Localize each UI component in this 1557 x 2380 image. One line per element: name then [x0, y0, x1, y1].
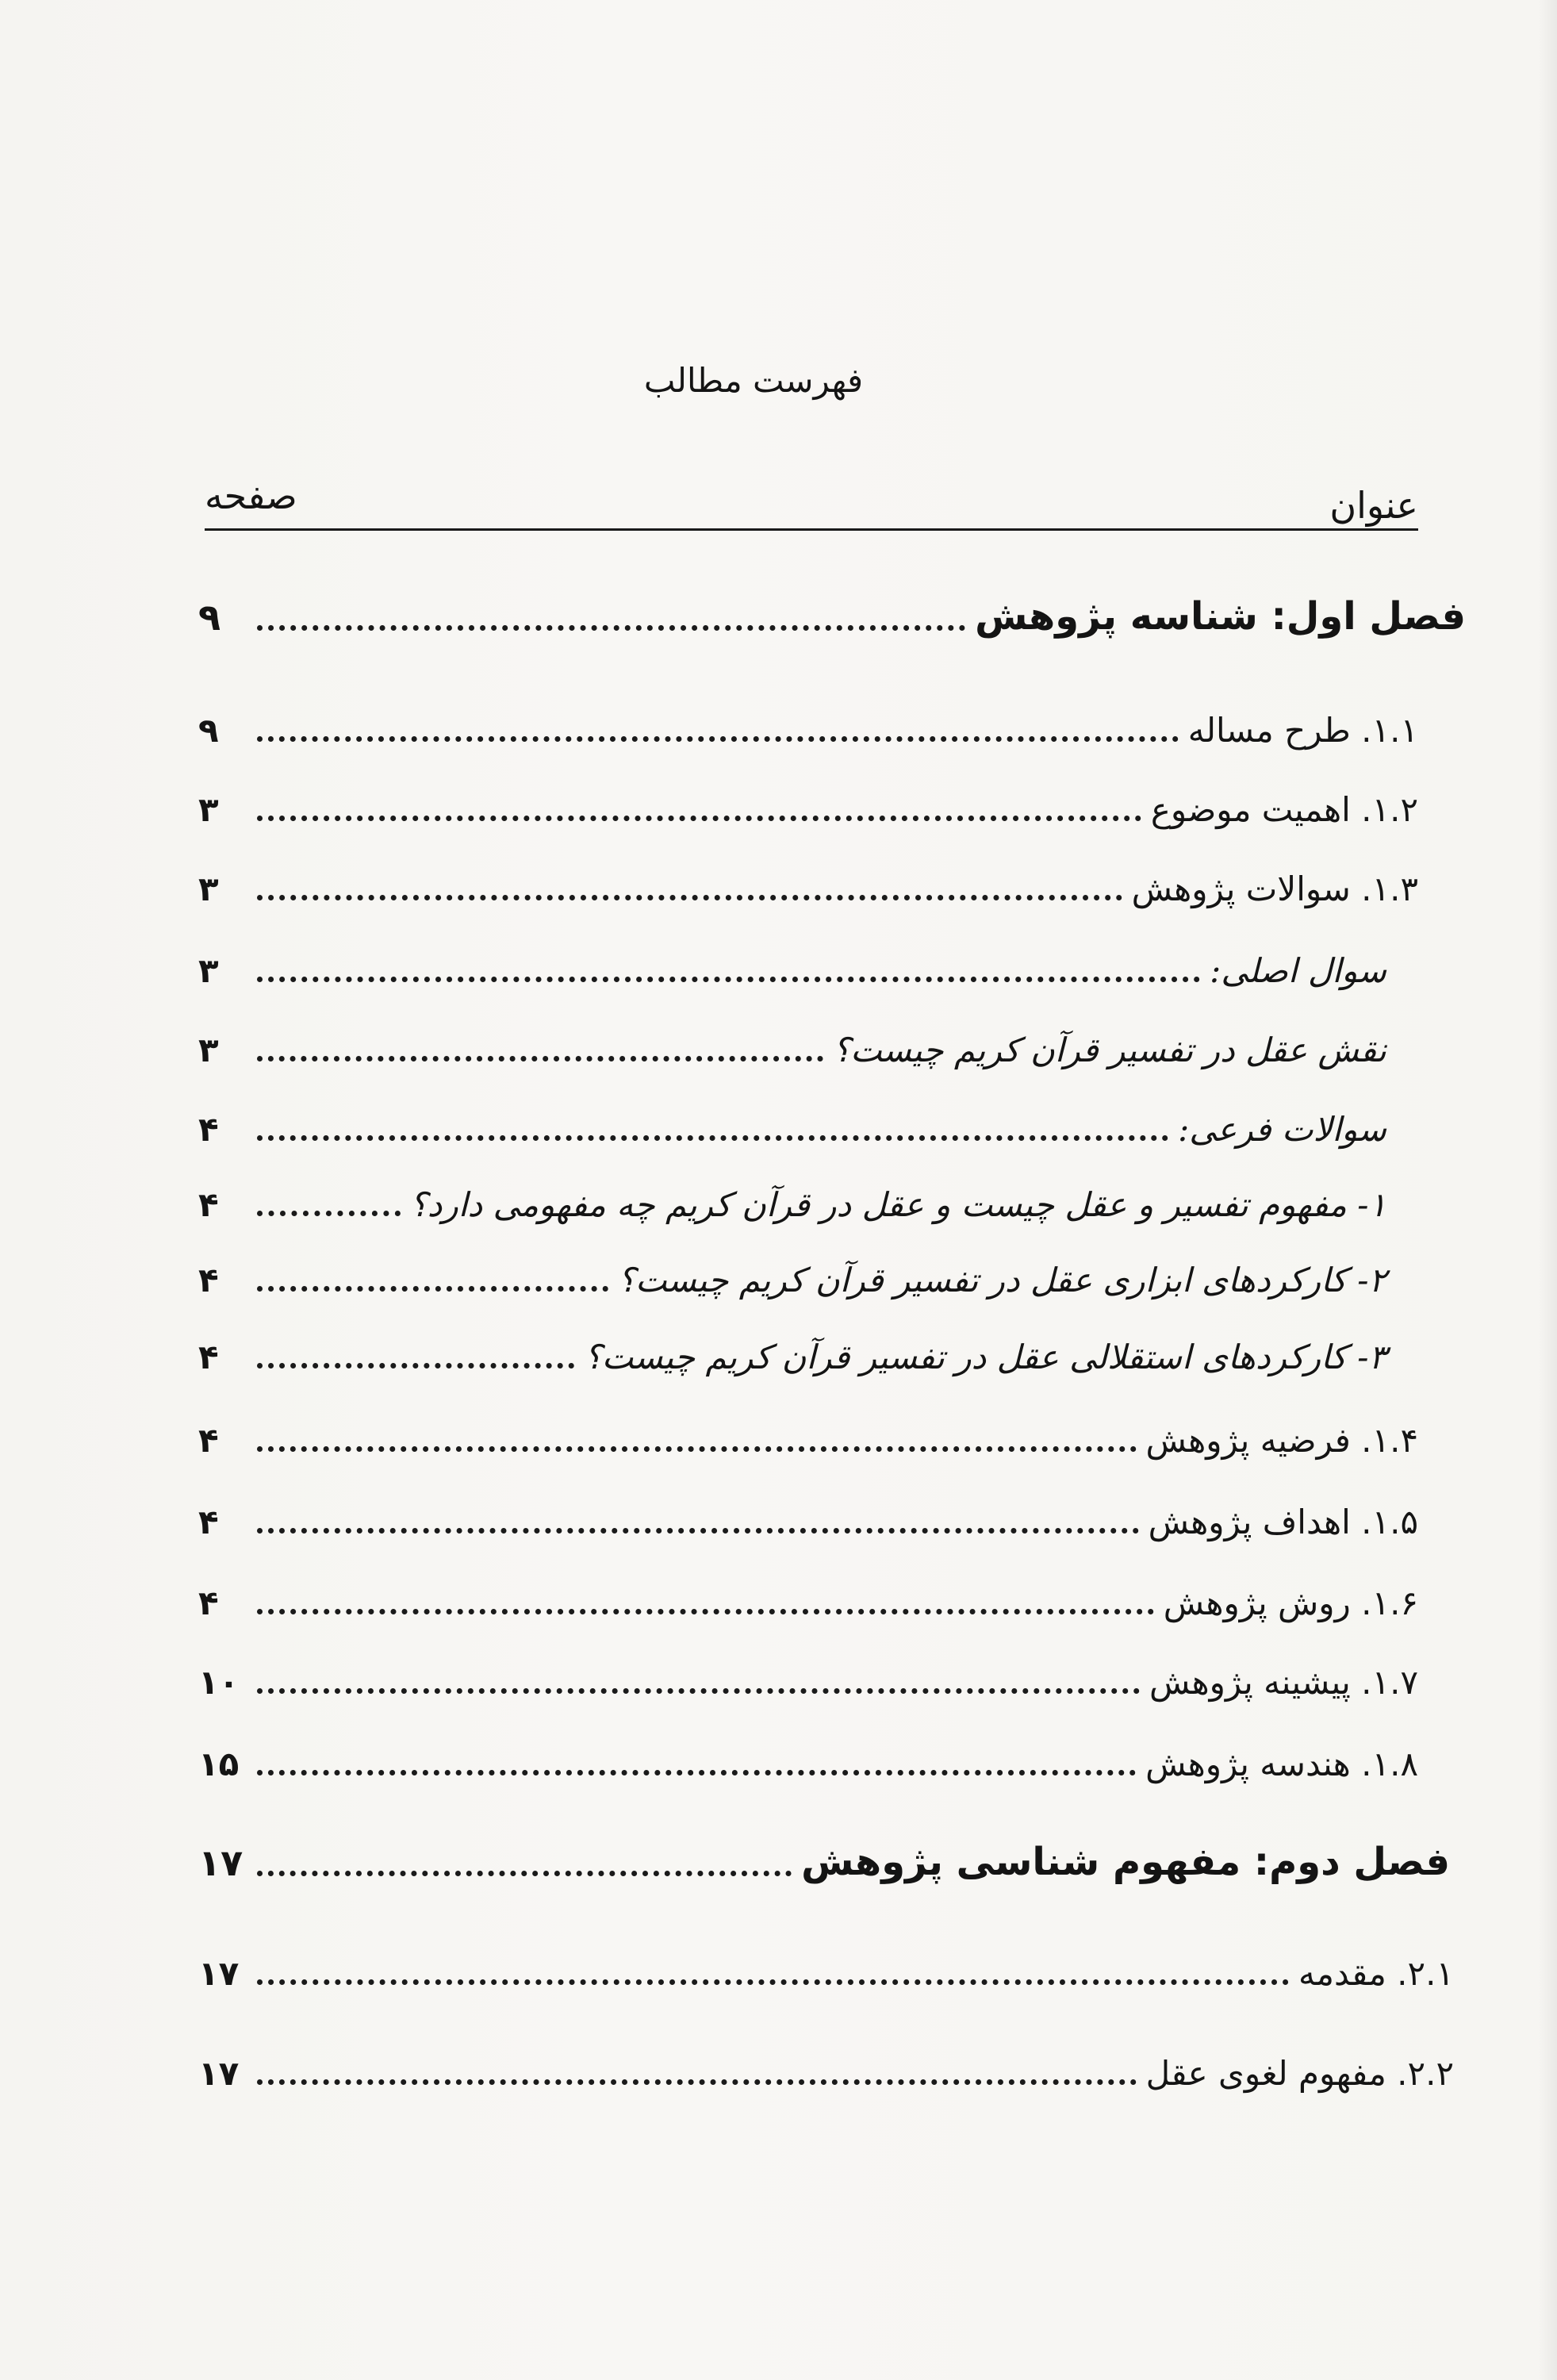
- dot-leader: [257, 895, 1122, 900]
- toc-entry-label: سوال اصلی:: [1210, 951, 1386, 990]
- toc-entry-label: ۳- کارکردهای استقلالی عقل در تفسیر قرآن کریم چیست؟: [584, 1338, 1386, 1376]
- toc-entry-page: ۴: [198, 1583, 219, 1622]
- toc-entry-page: ۳: [198, 790, 219, 829]
- toc-entry-page: ۱۵: [198, 1745, 240, 1783]
- toc-entry-label: ۱.۱. طرح مساله: [1187, 711, 1418, 750]
- toc-entry[interactable]: [198, 1093, 1386, 1149]
- toc-entry-page: ۹: [198, 596, 221, 639]
- dot-leader: [257, 1688, 1140, 1694]
- toc-entry[interactable]: [198, 774, 1418, 829]
- toc-entry-page: ۳: [198, 869, 219, 908]
- dot-leader: [257, 1286, 608, 1292]
- toc-entry-page: ۴: [198, 1421, 219, 1460]
- toc-entry-label: ۱.۳. سوالات پژوهش: [1131, 869, 1418, 908]
- toc-entry-label: فصل اول: شناسه پژوهش: [975, 594, 1466, 639]
- dot-leader: [257, 1363, 574, 1368]
- dot-leader: [257, 2079, 1137, 2085]
- toc-entry[interactable]: [198, 1169, 1386, 1224]
- dot-leader: [257, 1609, 1154, 1614]
- toc-entry-label: ۱.۶. روش پژوهش: [1163, 1583, 1418, 1622]
- toc-entry-label: ۱.۸. هندسه پژوهش: [1145, 1745, 1418, 1783]
- toc-entry[interactable]: [198, 935, 1386, 990]
- toc-entry-page: ۳: [198, 1031, 219, 1069]
- dot-leader: [257, 1979, 1289, 1985]
- dot-leader: [257, 1135, 1168, 1141]
- toc-entry-label: ۱- مفهوم تفسیر و عقل چیست و عقل در قرآن کریم چه مفهومی دارد؟: [409, 1185, 1386, 1224]
- toc-entry-chapter-2[interactable]: [198, 1829, 1450, 1884]
- toc-entry-page: ۱۷: [198, 1954, 240, 1993]
- toc-entry-page: ۹: [198, 711, 219, 750]
- toc-entry-page: ۱۰: [198, 1663, 240, 1702]
- toc-entry[interactable]: [198, 2037, 1454, 2093]
- toc-entry-page: ۴: [198, 1110, 219, 1149]
- toc-entry-label: فصل دوم: مفهوم شناسی پژوهش: [801, 1840, 1450, 1884]
- toc-entry-label: نقش عقل در تفسیر قرآن کریم چیست؟: [832, 1031, 1386, 1069]
- toc-entry-chapter-1[interactable]: [198, 583, 1466, 639]
- toc-entry[interactable]: [198, 853, 1418, 908]
- toc-entry-label: ۱.۴. فرضیه پژوهش: [1145, 1421, 1418, 1460]
- toc-entry-label: ۱.۵. اهداف پژوهش: [1148, 1503, 1418, 1541]
- dot-leader: [257, 1871, 792, 1876]
- toc-entry-label: ۲- کارکردهای ابزاری عقل در تفسیر قرآن کریم چیست؟: [617, 1261, 1386, 1299]
- dot-leader: [257, 1528, 1139, 1534]
- dot-leader: [257, 1211, 401, 1216]
- toc-entry[interactable]: [198, 1486, 1418, 1541]
- toc-entry-page: ۱۷: [198, 2054, 240, 2093]
- toc-entry-label: ۱.۷. پیشینه پژوهش: [1149, 1663, 1418, 1702]
- toc-entry[interactable]: [198, 1728, 1418, 1783]
- dot-leader: [257, 1770, 1136, 1775]
- toc-entry-label: ۲.۱. مقدمه: [1298, 1954, 1454, 1993]
- toc-entry-label: ۱.۲. اهمیت موضوع: [1150, 790, 1418, 829]
- page-column-heading: صفحه: [205, 474, 297, 517]
- page-title: فهرست مطالب: [643, 361, 864, 400]
- dot-leader: [257, 625, 965, 631]
- toc-entry[interactable]: [198, 1014, 1386, 1069]
- toc-entry[interactable]: [198, 1404, 1418, 1460]
- toc-entry-page: ۴: [198, 1261, 219, 1299]
- toc-entry-label: ۲.۲. مفهوم لغوی عقل: [1145, 2054, 1454, 2093]
- toc-entry[interactable]: [198, 1646, 1418, 1702]
- toc-entry[interactable]: [198, 1937, 1454, 1993]
- toc-entry[interactable]: [198, 1244, 1386, 1299]
- toc-entry[interactable]: [198, 1321, 1386, 1376]
- dot-leader: [257, 1446, 1137, 1452]
- toc-entry[interactable]: [198, 694, 1418, 750]
- dot-leader: [257, 1056, 823, 1061]
- dot-leader: [257, 816, 1141, 821]
- toc-entry-page: ۴: [198, 1338, 219, 1376]
- title-column-heading: عنوان: [1329, 484, 1418, 527]
- dot-leader: [257, 736, 1179, 742]
- toc-entry[interactable]: [198, 1567, 1418, 1622]
- toc-entry-page: ۳: [198, 951, 219, 990]
- dot-leader: [257, 977, 1200, 982]
- toc-entry-label: سوالات فرعی:: [1178, 1110, 1386, 1149]
- toc-entry-page: ۱۷: [198, 1841, 244, 1884]
- toc-entry-page: ۴: [198, 1185, 219, 1224]
- toc-entry-page: ۴: [198, 1503, 219, 1541]
